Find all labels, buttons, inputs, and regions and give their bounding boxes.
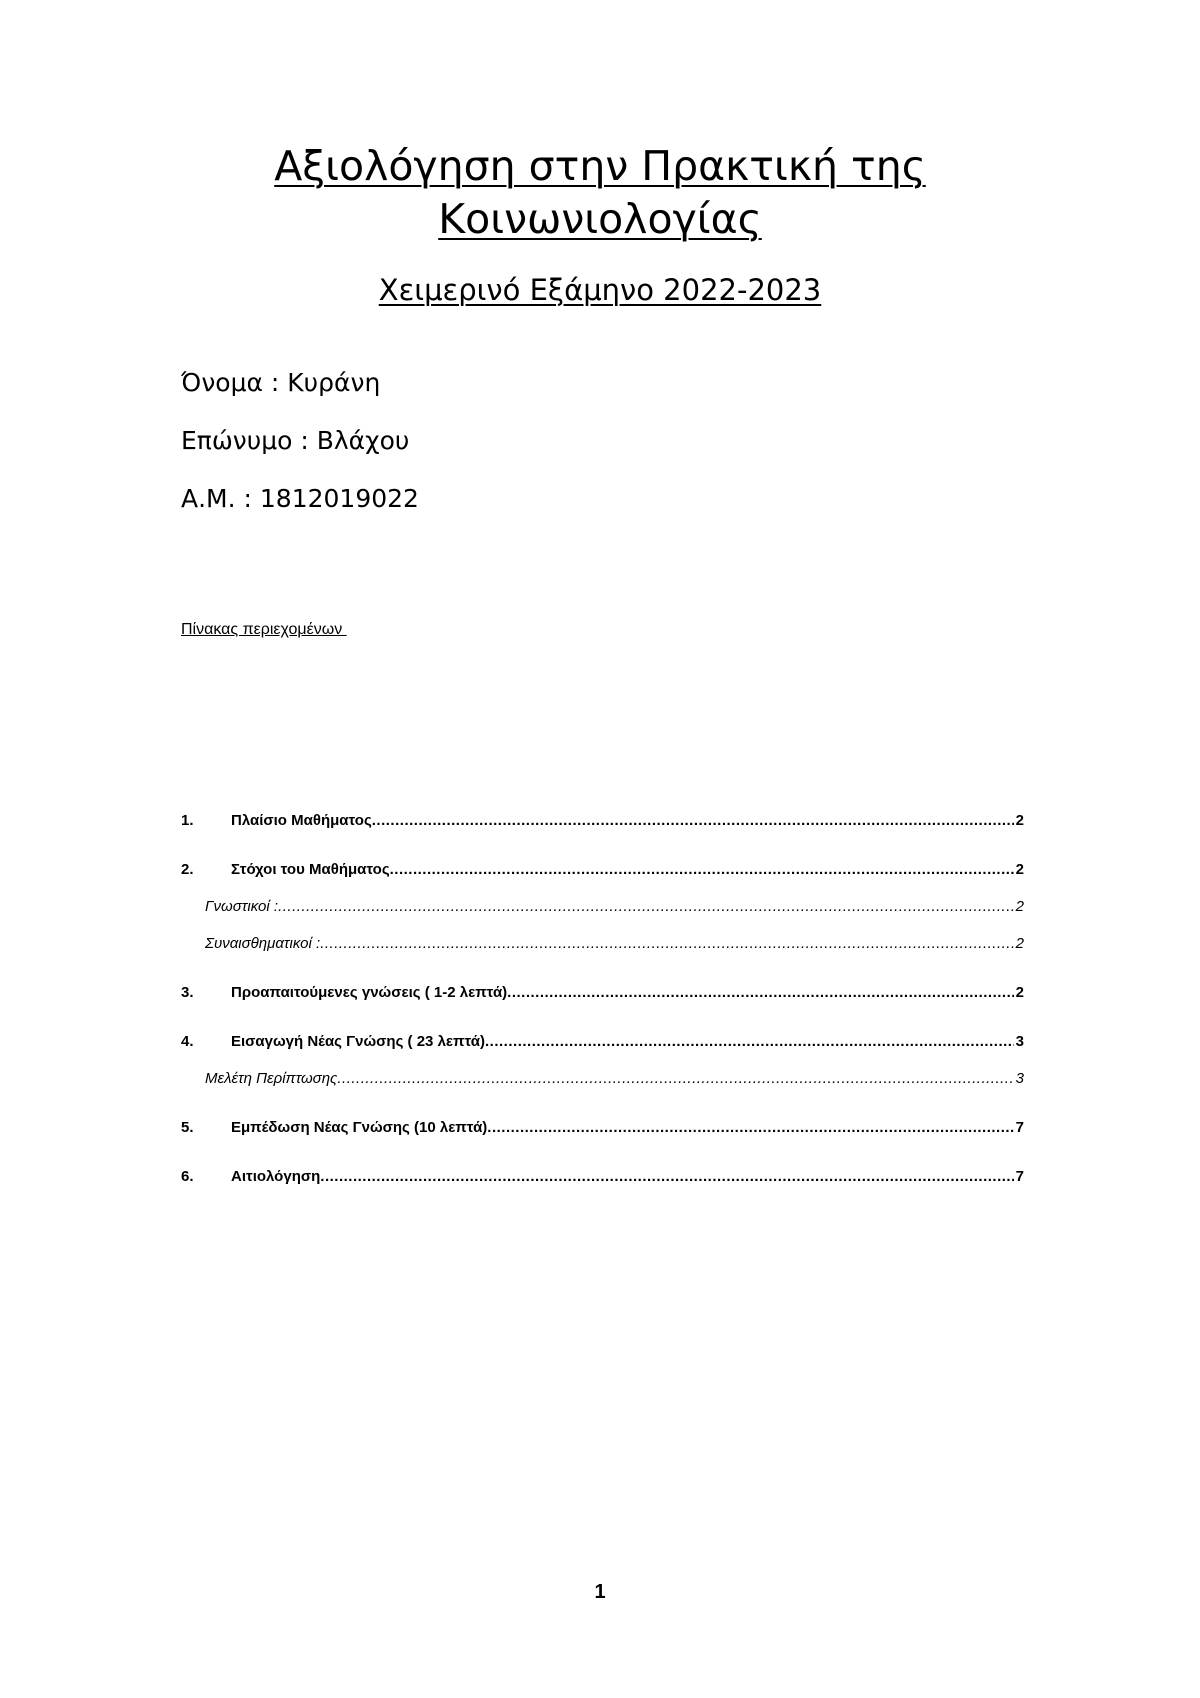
toc-entry[interactable] [181,1167,1024,1187]
toc-dot-leader [390,860,1014,880]
toc-subentry[interactable] [205,934,1024,954]
document-subtitle [0,272,1200,308]
toc-entry[interactable] [181,860,1024,880]
toc-entry-page: 2 [1015,812,1024,829]
toc-entry-number: 4. [181,1033,194,1050]
toc-entry-title: Μελέτη Περίπτωσης [205,1070,338,1087]
student-registration-number: Α.Μ. : 1812019022 [181,484,419,513]
toc-entry[interactable] [181,983,1024,1003]
toc-entry-title: Εισαγωγή Νέας Γνώσης ( 23 λεπτά) [231,1033,486,1050]
toc-entry-number: 2. [181,861,194,878]
page-number: 1 [594,1581,606,1603]
title-line-1: Αξιολόγηση στην Πρακτική της [274,142,926,190]
toc-subentry[interactable] [205,1069,1024,1089]
toc-entry-page: 7 [1015,1119,1024,1136]
toc-entry-page: 2 [1015,935,1024,952]
toc-dot-leader [320,934,1013,954]
toc-entry-title: Εμπέδωση Νέας Γνώσης (10 λεπτά) [231,1119,488,1136]
toc-dot-leader [278,897,1014,917]
toc-entry-number: 3. [181,984,194,1001]
document-title [0,140,1200,246]
toc-dot-leader [320,1167,1013,1187]
toc-entry-page: 3 [1015,1033,1024,1050]
toc-entry-page: 3 [1015,1070,1024,1087]
toc-entry[interactable] [181,1118,1024,1138]
student-surname: Επώνυμο : Βλάχου [181,426,410,455]
toc-entry-number: 1. [181,812,194,829]
toc-entry-title: Γνωστικοί : [205,898,279,915]
toc-dot-leader [337,1069,1013,1089]
toc-entry-title: Συναισθηματικοί : [205,935,321,952]
toc-entry-number: 6. [181,1168,194,1185]
toc-entry-title: Αιτιολόγηση [231,1168,321,1185]
title-line-2: Κοινωνιολογίας [438,195,762,243]
toc-entry-number: 5. [181,1119,194,1136]
toc-entry-page: 7 [1015,1168,1024,1185]
toc-dot-leader [372,811,1014,831]
toc-subentry[interactable] [205,897,1024,917]
toc-entry[interactable] [181,1032,1024,1052]
student-name: Όνομα : Κυράνη [181,368,381,397]
toc-entry[interactable] [181,811,1024,831]
toc-entry-page: 2 [1015,898,1024,915]
toc-entry-title: Στόχοι του Μαθήματος [231,861,390,878]
toc-entry-page: 2 [1015,984,1024,1001]
toc-entry-title: Προαπαιτούμενες γνώσεις ( 1-2 λεπτά) [231,984,508,1001]
toc-dot-leader [507,983,1013,1003]
toc-entry-page: 2 [1015,861,1024,878]
toc-dot-leader [485,1032,1014,1052]
semester-label: Χειμερινό Εξάμηνο 2022-2023 [378,273,822,307]
toc-dot-leader [487,1118,1013,1138]
toc-heading: Πίνακας περιεχομένων [181,621,347,638]
toc-entry-title: Πλαίσιο Μαθήματος [231,812,372,829]
